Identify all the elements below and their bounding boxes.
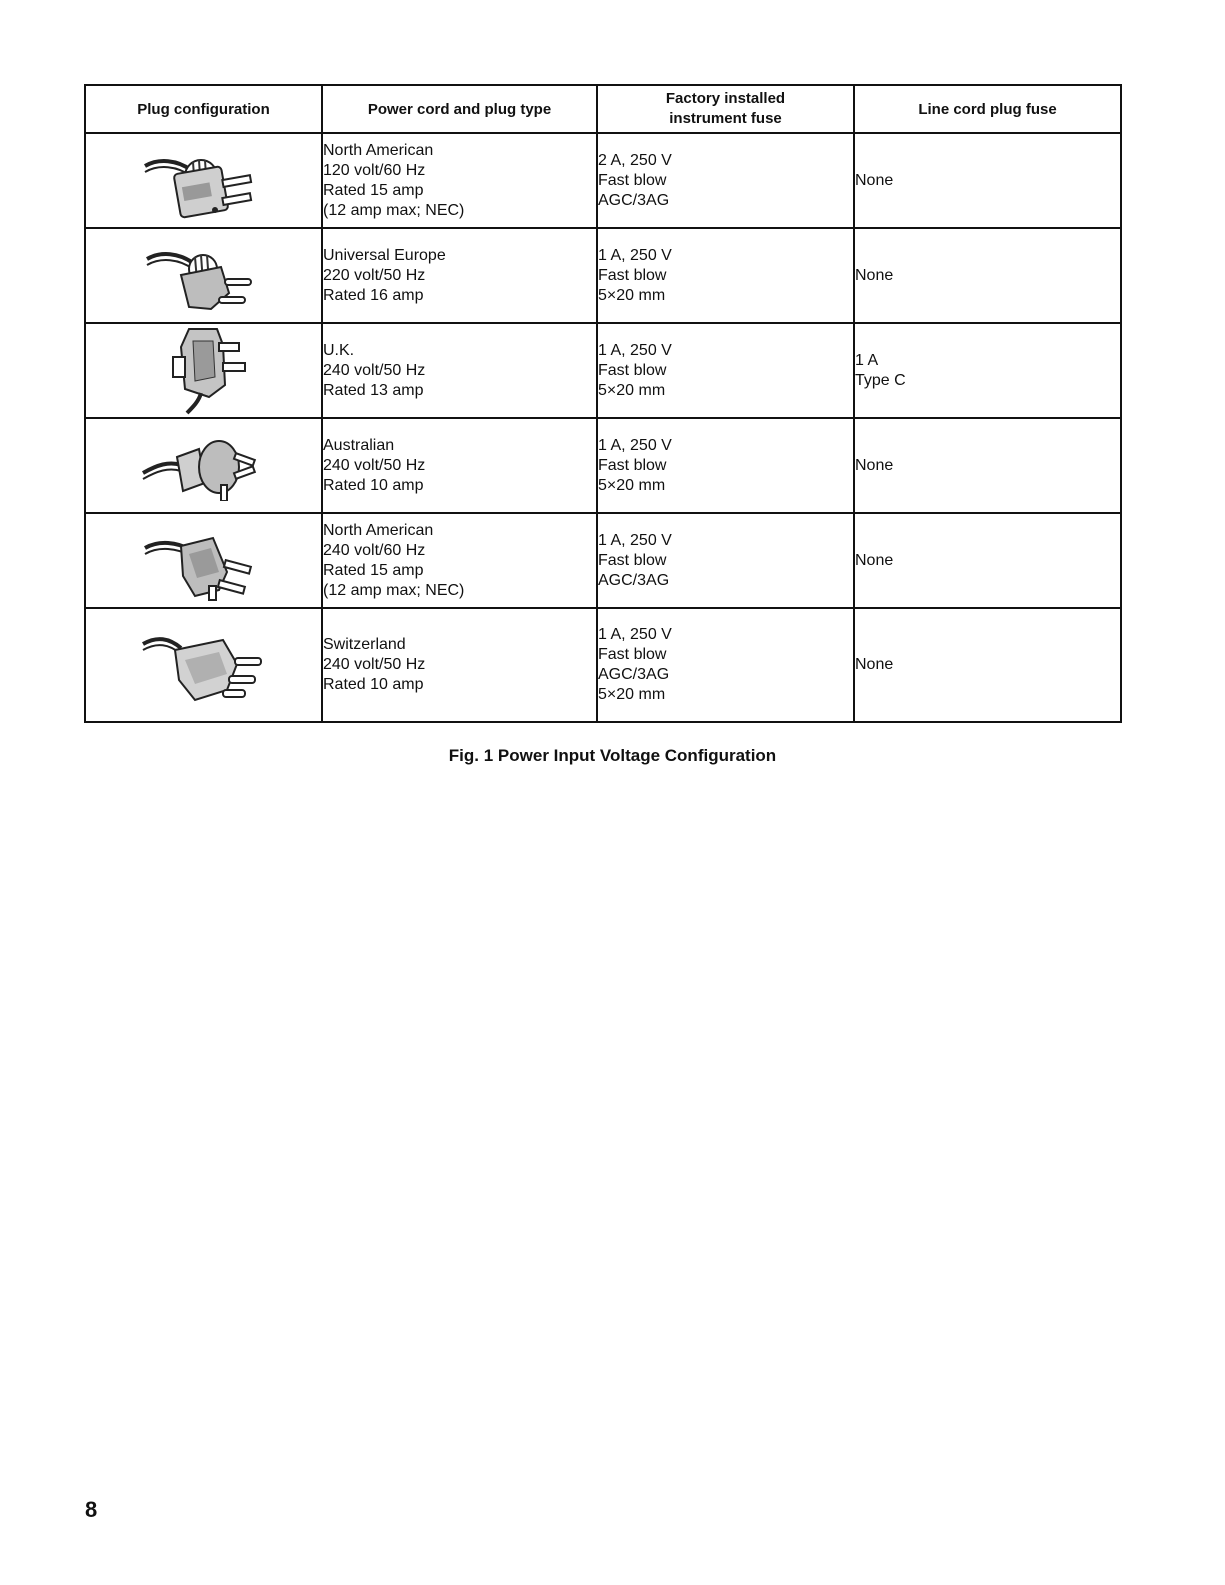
power-configuration-table: [84, 84, 1122, 723]
plug-north-american-240v-icon: [139, 520, 269, 602]
instrument-fuse-cell: 1 A, 250 V Fast blow AGC/3AG 5×20 mm: [597, 608, 854, 722]
table-row: [85, 228, 1121, 323]
plug-cell: [85, 133, 322, 228]
instrument-fuse-cell: 1 A, 250 V Fast blow 5×20 mm: [597, 418, 854, 513]
line-cord-fuse-cell: None: [854, 228, 1121, 323]
table-header-row: [85, 85, 1121, 133]
plug-cell: [85, 323, 322, 418]
cord-cell: Universal Europe 220 volt/50 Hz Rated 16 amp: [322, 228, 597, 323]
plug-switzerland-icon: [139, 624, 269, 706]
line-cord-fuse-cell: None: [854, 418, 1121, 513]
plug-universal-europe-icon: [139, 235, 269, 317]
header-line-cord-plug-fuse: Line cord plug fuse: [854, 85, 1121, 133]
page-number: 8: [85, 1497, 98, 1522]
figure-caption: Fig. 1 Power Input Voltage Configuration: [448, 746, 777, 765]
instrument-fuse-cell: 2 A, 250 V Fast blow AGC/3AG: [597, 133, 854, 228]
instrument-fuse-cell: 1 A, 250 V Fast blow 5×20 mm: [597, 228, 854, 323]
plug-uk-icon: [149, 327, 259, 415]
plug-cell: [85, 418, 322, 513]
cord-cell: Switzerland 240 volt/50 Hz Rated 10 amp: [322, 608, 597, 722]
line-cord-fuse-cell: 1 A Type C: [854, 323, 1121, 418]
cord-cell: Australian 240 volt/50 Hz Rated 10 amp: [322, 418, 597, 513]
cord-cell: North American 240 volt/60 Hz Rated 15 amp (12 amp max; NEC): [322, 513, 597, 608]
table-row: [85, 133, 1121, 228]
instrument-fuse-cell: 1 A, 250 V Fast blow AGC/3AG: [597, 513, 854, 608]
line-cord-fuse-cell: None: [854, 513, 1121, 608]
line-cord-fuse-cell: None: [854, 133, 1121, 228]
table-row: [85, 608, 1121, 722]
plug-cell: [85, 513, 322, 608]
cord-cell: U.K. 240 volt/50 Hz Rated 13 amp: [322, 323, 597, 418]
header-factory-installed-fuse: Factory installed instrument fuse: [597, 85, 854, 133]
plug-australian-icon: [139, 431, 269, 501]
plug-cell: [85, 608, 322, 722]
cord-cell: North American 120 volt/60 Hz Rated 15 amp (12 amp max; NEC): [322, 133, 597, 228]
instrument-fuse-cell: 1 A, 250 V Fast blow 5×20 mm: [597, 323, 854, 418]
header-power-cord-plug-type: Power cord and plug type: [322, 85, 597, 133]
table-row: [85, 323, 1121, 418]
plug-north-american-120v-icon: [139, 140, 269, 222]
table-row: [85, 418, 1121, 513]
plug-cell: [85, 228, 322, 323]
line-cord-fuse-cell: None: [854, 608, 1121, 722]
header-plug-configuration: Plug configuration: [85, 85, 322, 133]
table-row: [85, 513, 1121, 608]
